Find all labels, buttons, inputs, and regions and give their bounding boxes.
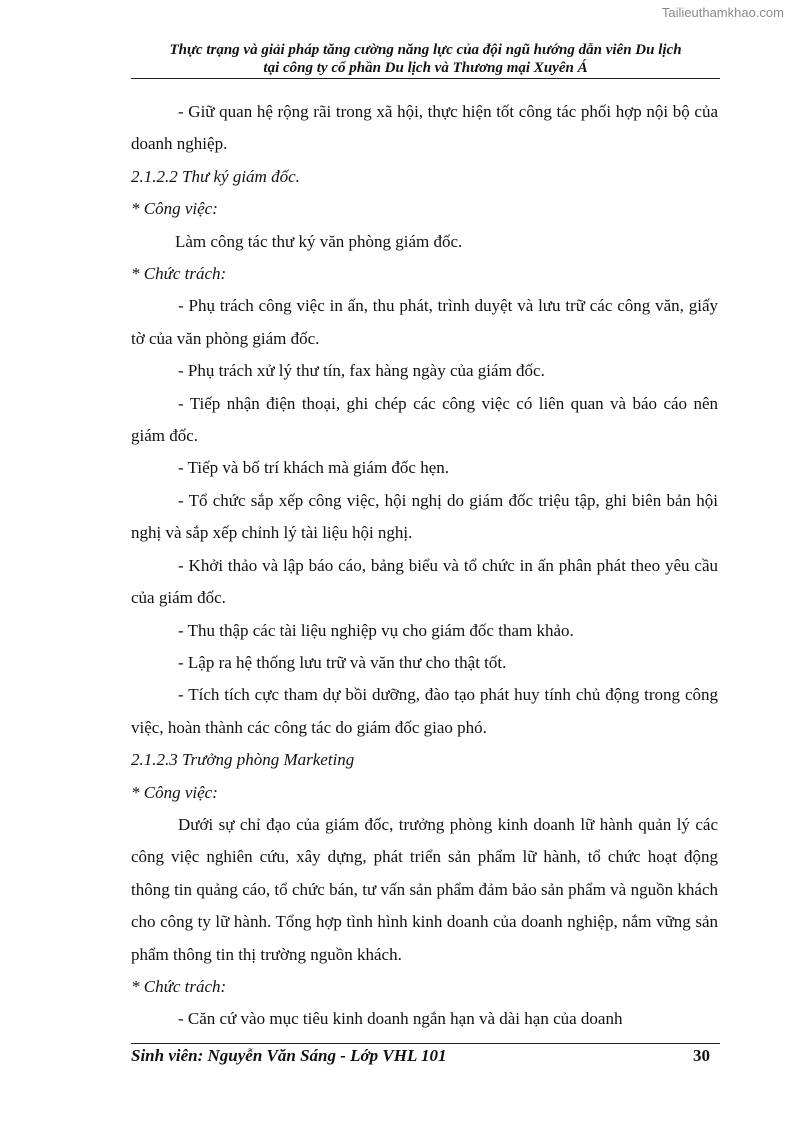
paragraph: - Giữ quan hệ rộng rãi trong xã hội, thực hiện tốt công tác phối hợp nội bộ của doanh nghiệp.	[131, 102, 718, 154]
duty-item: - Khởi thảo và lập báo cáo, bảng biểu và tổ chức in ấn phân phát theo yêu cầu của giám đốc.	[131, 555, 718, 608]
header-title-line1: Thực trạng và giải pháp tăng cường năng lực của đội ngũ hướng dẫn viên Du lịch	[169, 42, 682, 58]
duty-item: - Tiếp và bố trí khách mà giám đốc hẹn.	[178, 458, 450, 478]
paragraph: Làm công tác thư ký văn phòng giám đốc.	[175, 231, 463, 251]
subheading-cong-viec: * Công việc:	[131, 199, 218, 219]
page-footer	[131, 1046, 720, 1066]
section-heading-2123: 2.1.2.3 Trưởng phòng Marketing	[131, 750, 355, 770]
subheading-chuc-trach: * Chức trách:	[131, 264, 227, 284]
subheading-cong-viec: * Công việc:	[131, 782, 218, 802]
section-heading-2122: 2.1.2.2 Thư ký giám đốc.	[131, 166, 300, 186]
duty-item: - Thu thập các tài liệu nghiệp vụ cho giám đốc tham khảo.	[178, 620, 574, 640]
duty-item: - Tổ chức sắp xếp công việc, hội nghị do giám đốc triệu tập, ghi biên bản hội nghị và sắp xếp chỉnh lý tài liệu hội nghị.	[131, 490, 718, 543]
paragraph: Dưới sự chỉ đạo của giám đốc, trưởng phòng kinh doanh lữ hành quản lý các công việc nghiên cứu, xây dựng, phát triển sản phẩm lữ hành, tổ chức hoạt động thông tin quảng cáo, tổ chức bán, tư vấn sản phẩm đảm bảo sản phẩm và nguồn khách cho công ty lữ hành. Tổng hợp tình hình kinh doanh của doanh nghiệp, nắm vững sản phẩm thông tin thị trường nguồn khách.	[131, 814, 718, 964]
duty-item: - Phụ trách xử lý thư tín, fax hàng ngày của giám đốc.	[178, 361, 545, 381]
duty-item: - Tiếp nhận điện thoại, ghi chép các công việc có liên quan và báo cáo nên giám đốc.	[131, 393, 718, 446]
watermark: Tailieuthamkhao.com	[661, 5, 784, 20]
header-divider	[131, 78, 720, 79]
page-number: 30	[693, 1046, 710, 1065]
duty-item: - Lập ra hệ thống lưu trữ và văn thư cho thật tốt.	[178, 652, 507, 672]
header-title-line2: tại công ty cổ phần Du lịch và Thương mại Xuyên Á	[263, 60, 588, 76]
paragraph: - Căn cứ vào mục tiêu kinh doanh ngắn hạn và dài hạn của doanh	[178, 1009, 623, 1029]
document-body	[131, 96, 718, 1036]
subheading-chuc-trach: * Chức trách:	[131, 976, 227, 996]
page-header	[131, 41, 720, 77]
footer-author: Sinh viên: Nguyễn Văn Sáng - Lớp VHL 101	[131, 1046, 447, 1065]
duty-item: - Tích tích cực tham dự bồi dưỡng, đào tạo phát huy tính chủ động trong công việc, hoàn thành các công tác do giám đốc giao phó.	[131, 685, 718, 737]
footer-divider	[131, 1043, 720, 1044]
duty-item: - Phụ trách công việc in ấn, thu phát, trình duyệt và lưu trữ các công văn, giấy tờ của văn phòng giám đốc.	[131, 296, 718, 348]
